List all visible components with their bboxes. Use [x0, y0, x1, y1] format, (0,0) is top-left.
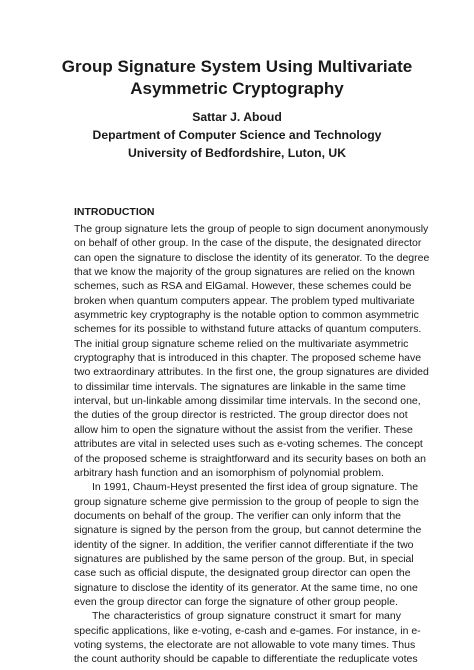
body-line: on behalf of other group. In the case of the dispute, the designated director: [74, 237, 422, 250]
affiliation-line-1: Department of Computer Science and Technology: [92, 128, 382, 142]
body-line: documents on behalf of the group. The verifier can only inform that the: [74, 509, 401, 522]
title-line-2: Asymmetric Cryptography: [130, 79, 344, 98]
body-line: interval, but un-linkable among dissimilar time intervals. In the second one,: [74, 395, 421, 408]
body-line: that we know the majority of the group signatures are relied on the known: [74, 266, 415, 279]
body-line: asymmetric key cryptography is the notable option to common asymmetric: [74, 309, 419, 322]
body-line: attributes are vital in selected uses such as e-voting schemes. The concept: [74, 438, 423, 451]
body-line: the duties of the group director is restricted. The group director does not: [74, 409, 408, 422]
body-line: to dissimilar time intervals. The signatures are linkable in the same time: [74, 380, 406, 393]
paper-title: [0, 56, 474, 100]
body-line: can open the signature to disclose the identity of its generator. To the degree: [74, 251, 430, 264]
body-line: signatures are published by the same person of the group. But, in special: [74, 552, 414, 565]
author-name: Sattar J. Aboud: [192, 110, 282, 124]
body-line: The characteristics of group signature construct it smart for many: [92, 610, 401, 623]
body-line: arbitrary hash function and an isomorphism of polynomial problem.: [74, 466, 384, 479]
body-line: The group signature lets the group of people to sign document anonymously: [74, 223, 429, 235]
body-line: the count authority should be capable to differentiate the reduplicate votes: [74, 653, 418, 666]
body-line: schemes for its possible to withstand future attacks of quantum computers.: [74, 323, 422, 336]
section-heading: INTRODUCTION: [74, 206, 155, 218]
body-line: specific applications, like e-voting, e-cash and e-games. For instance, in e-: [74, 624, 421, 637]
body-line: signature is signed by the person from the group, but cannot determine the: [74, 524, 422, 537]
title-line-1: Group Signature System Using Multivariate: [61, 57, 413, 76]
body-line: schemes, such as RSA and ElGamal. However, these schemes could be: [74, 280, 412, 293]
body-line: In 1991, Chaum-Heyst presented the first idea of group signature. The: [92, 481, 419, 494]
body-line: voting systems, the electorate are not allowable to vote many times. Thus: [74, 638, 416, 651]
author-block: [0, 108, 474, 162]
body-text: [74, 222, 430, 667]
body-line: identity of the signer. In addition, the verifier cannot differentiate if the two: [74, 538, 414, 551]
body-line: of the proposed scheme is straightforward and its security bases on both an: [74, 452, 426, 465]
body-line: allow him to open the signature without the assist from the verifier. These: [74, 423, 413, 436]
body-line: two extraordinary attributes. In the first one, the group signatures are divided: [74, 366, 429, 379]
body-line: broken when quantum computers appear. The problem typed multivariate: [74, 294, 415, 307]
body-line: group signature scheme give permission to the group of people to sign the: [74, 495, 419, 508]
body-line: signature to disclose the identity of its generator. At the same time, no one: [74, 581, 418, 594]
body-line: case such as official dispute, the designated group director can open the: [74, 567, 411, 580]
body-line: The initial group signature scheme relied on the multivariate asymmetric: [74, 337, 409, 350]
body-line: even the group director can forge the signature of other group people.: [74, 595, 398, 608]
body-line: cryptography that is introduced in this chapter. The proposed scheme have: [74, 352, 422, 365]
affiliation-line-2: University of Bedfordshire, Luton, UK: [127, 146, 347, 160]
